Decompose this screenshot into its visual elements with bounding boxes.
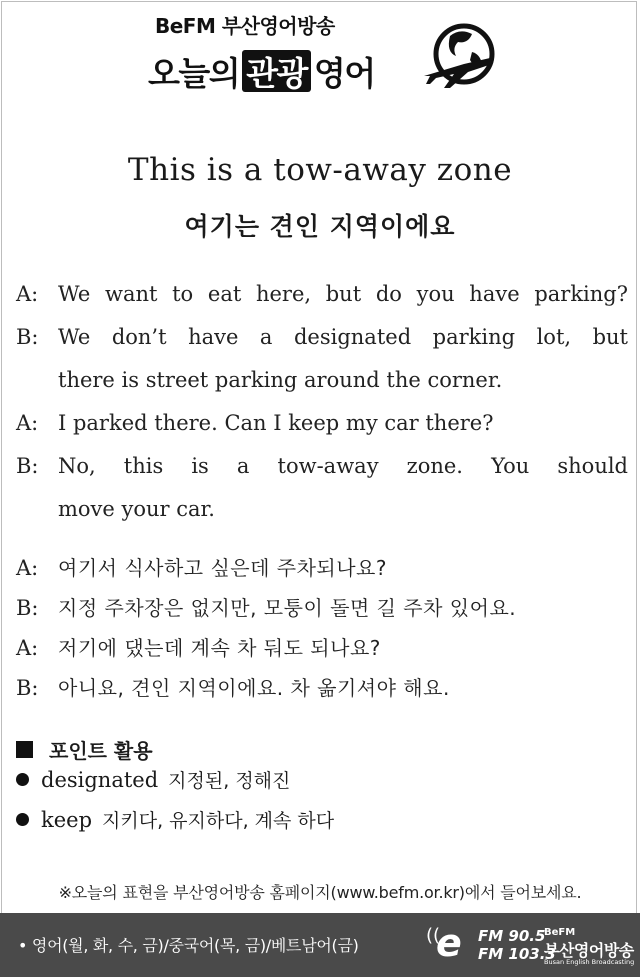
point-meaning: 지정된, 정해진 xyxy=(168,770,291,792)
logo-title-right: 영어 xyxy=(313,53,375,93)
speaker-label: A: xyxy=(16,556,39,580)
dialogue-line xyxy=(16,628,628,668)
dialogue-text: No, this is a tow-away zone. You should xyxy=(58,454,628,478)
globe-airplane-icon xyxy=(420,18,500,98)
dialogue-text: there is street parking around the corner. xyxy=(58,368,503,392)
dialogue-text: 여기서 식사하고 싶은데 주차되나요? xyxy=(58,556,387,580)
bullet-icon xyxy=(16,773,29,786)
website-note: ※오늘의 표현을 부산영어방송 홈페이지(www.befm.or.kr)에서 들어보세요. xyxy=(58,883,582,902)
speaker-label xyxy=(16,488,58,531)
dialogue-text: We don’t have a designated parking lot, but xyxy=(58,325,628,349)
logo-title-left: 오늘의 xyxy=(148,53,240,93)
speaker-label: B: xyxy=(16,454,39,478)
title-korean: 여기는 견인 지역이에요 xyxy=(184,212,456,241)
dialogue-line xyxy=(16,402,628,445)
dialogue-english xyxy=(16,273,628,531)
radio-wave-icon: (( xyxy=(426,925,441,946)
point-heading-label: 포인트 활용 xyxy=(49,739,153,763)
point-meaning: 지키다, 유지하다, 계속 하다 xyxy=(102,810,335,832)
dialogue-line xyxy=(16,273,628,316)
logo-title-boxed: 관광 xyxy=(242,50,311,92)
frequency-secondary: FM 103.3 xyxy=(478,945,556,963)
point-word: keep xyxy=(41,807,93,832)
dialogue-text: 아니요, 견인 지역이에요. 차 옮기셔야 해요. xyxy=(58,676,450,700)
dialogue-line xyxy=(16,359,628,402)
dialogue-line xyxy=(16,548,628,588)
brand-small: BeFM xyxy=(544,927,576,938)
speaker-label xyxy=(16,359,58,402)
frequency-primary: FM 90.5 xyxy=(478,927,546,945)
dialogue-line xyxy=(16,588,628,628)
dialogue-line xyxy=(16,316,628,359)
dialogue-text: move your car. xyxy=(58,497,215,521)
dialogue-text: I parked there. Can I keep my car there? xyxy=(58,411,494,435)
dialogue-korean xyxy=(16,548,628,708)
dialogue-line xyxy=(16,668,628,708)
speaker-label: B: xyxy=(16,325,39,349)
dialogue-text: 저기에 댔는데 계속 차 둬도 되나요? xyxy=(58,636,381,660)
speaker-label: A: xyxy=(16,636,39,660)
program-logo-title xyxy=(148,48,375,94)
dialogue-text: 지정 주차장은 없지만, 모퉁이 돌면 길 주차 있어요. xyxy=(58,596,517,620)
bullet-icon xyxy=(16,813,29,826)
program-logo-small: BeFM 부산영어방송 xyxy=(155,14,335,38)
brand-name: 부산영어방송 xyxy=(544,941,634,960)
point-item xyxy=(16,766,290,793)
dialogue-text: We want to eat here, but do you have parking? xyxy=(58,282,628,306)
speaker-label: A: xyxy=(16,411,39,435)
speaker-label: B: xyxy=(16,596,39,620)
dialogue-line xyxy=(16,445,628,488)
footer-bar xyxy=(0,913,640,977)
brand-english: Busan English Broadcasting xyxy=(544,958,635,966)
station-logo-letter: e xyxy=(436,921,462,965)
point-word: designated xyxy=(41,767,159,792)
point-heading xyxy=(16,735,153,764)
speaker-label: A: xyxy=(16,282,39,306)
speaker-label: B: xyxy=(16,676,39,700)
broadcast-schedule: • 영어(월, 화, 수, 금)/중국어(목, 금)/베트남어(금) xyxy=(18,936,359,955)
title-english: This is a tow-away zone xyxy=(127,152,513,188)
dialogue-line xyxy=(16,488,628,531)
point-item xyxy=(16,806,334,833)
square-bullet-icon xyxy=(16,741,33,758)
